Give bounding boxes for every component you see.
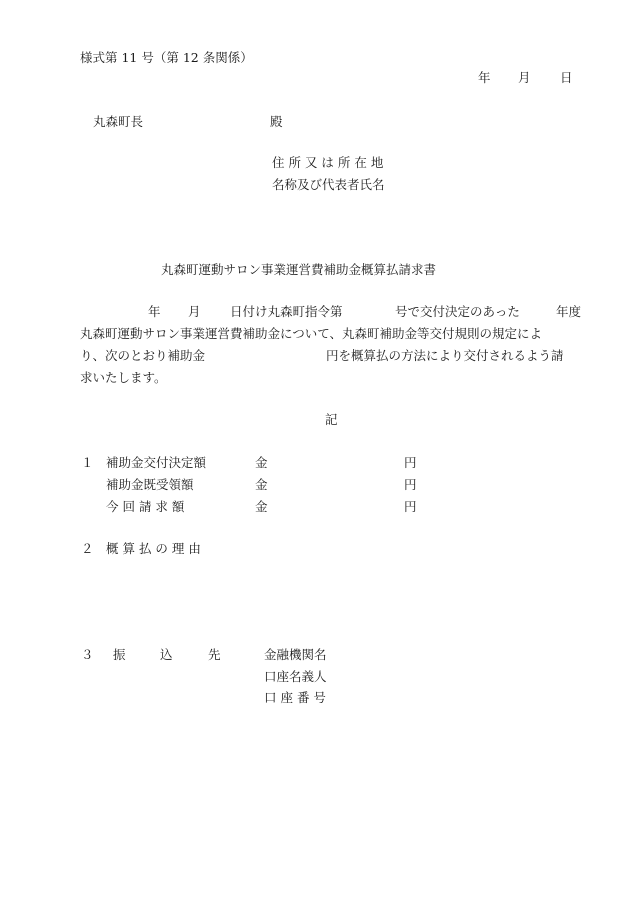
account-holder-label: 口座名義人 — [264, 669, 327, 684]
body-year-label: 年 — [148, 304, 161, 319]
received-amount-yen: 円 — [404, 477, 417, 492]
bank-name-label: 金融機関名 — [264, 647, 327, 662]
body-line-4: 求いたします。 — [80, 370, 167, 385]
body-line-3-start: り、次のとおり補助金 — [80, 348, 206, 363]
date-month-label: 月 — [518, 70, 531, 85]
granted-amount-kin: 金 — [255, 455, 268, 470]
transfer-label-char-3: 先 — [208, 647, 221, 662]
addressee-honorific: 殿 — [270, 114, 283, 129]
transfer-label-char-2: 込 — [160, 647, 173, 662]
body-line-2: 丸森町運動サロン事業運営費補助金について、丸森町補助金等交付規則の規定によ — [80, 326, 543, 341]
account-number-label: 口 座 番 号 — [264, 690, 326, 705]
applicant-address-label: 住 所 又 は 所 在 地 — [272, 155, 384, 170]
received-amount-kin: 金 — [255, 477, 268, 492]
granted-amount-label: 補助金交付決定額 — [106, 455, 207, 470]
ki-heading: 記 — [325, 412, 338, 427]
addressee-name: 丸森町長 — [93, 114, 144, 129]
section-3-number: ３ — [81, 647, 94, 662]
advance-payment-reason-label: 概 算 払 の 理 由 — [106, 541, 201, 556]
applicant-name-label: 名称及び代表者氏名 — [272, 177, 385, 192]
current-request-kin: 金 — [255, 499, 268, 514]
date-year-label: 年 — [478, 70, 491, 85]
current-request-label: 今 回 請 求 額 — [106, 499, 185, 514]
body-decision-text: 号で交付決定のあった — [395, 304, 520, 319]
form-number: 様式第 11 号（第 12 条関係） — [80, 50, 253, 65]
section-2-number: ２ — [81, 541, 94, 556]
date-day-label: 日 — [560, 70, 573, 85]
body-reference-text: 日付け丸森町指令第 — [230, 304, 343, 319]
document-title: 丸森町運動サロン事業運営費補助金概算払請求書 — [161, 262, 437, 277]
body-fiscal-year-label: 年度 — [556, 304, 582, 319]
body-month-label: 月 — [188, 304, 201, 319]
received-amount-label: 補助金既受領額 — [106, 477, 194, 492]
body-line-3-end: 円を概算払の方法により交付されるよう請 — [326, 348, 564, 363]
section-1-number: １ — [81, 455, 94, 470]
current-request-yen: 円 — [404, 499, 417, 514]
transfer-label-char-1: 振 — [113, 647, 126, 662]
granted-amount-yen: 円 — [404, 455, 417, 470]
